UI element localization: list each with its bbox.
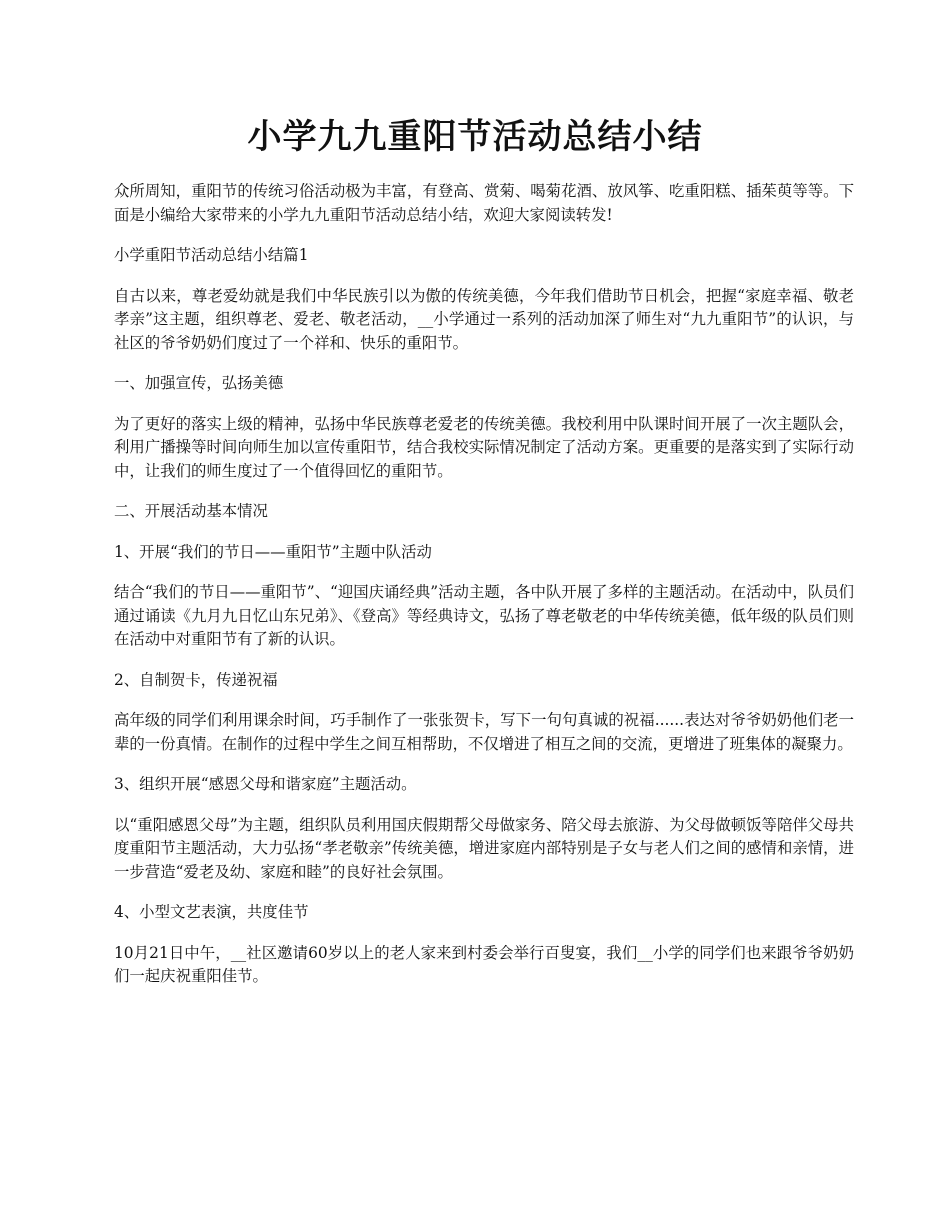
section-heading: 小学重阳节活动总结小结篇1 — [114, 246, 309, 264]
body-paragraph: 10月21日中午，__社区邀请60岁以上的老人家来到村委会举行百叟宴，我们__小学的同学们也来跟爷爷奶奶们一起庆祝重阳佳节。 — [114, 943, 854, 985]
body-paragraph: 高年级的同学们利用课余时间，巧手制作了一张张贺卡，写下一句句真诚的祝福......表达对爷爷奶奶他们老一辈的一份真情。在制作的过程中学生之间互相帮助，不仅增进了相互之间的交流，更增进了班集体的凝聚力。 — [114, 711, 854, 753]
body-paragraph: 结合“我们的节日——重阳节”、“迎国庆诵经典”活动主题，各中队开展了多样的主题活动。在活动中，队员们通过诵读《九月九日忆山东兄弟》、《登高》等经典诗文，弘扬了尊老敬老的中华传统美德，低年级的队员们则在活动中对重阳节有了新的认识。 — [114, 583, 854, 648]
document-title: 小学九九重阳节活动总结小结 — [247, 117, 703, 157]
section-heading: 一、加强宣传，弘扬美德 — [114, 374, 284, 392]
subsection-heading: 4、小型文艺表演，共度佳节 — [114, 903, 309, 921]
subsection-heading: 2、自制贺卡，传递祝福 — [114, 670, 278, 689]
subsection-heading: 1、开展“我们的节日——重阳节”主题中队活动 — [114, 542, 432, 561]
subsection-heading: 3、组织开展“感恩父母和谐家庭”主题活动。 — [114, 775, 417, 793]
section-heading: 二、开展活动基本情况 — [114, 502, 268, 520]
body-paragraph: 为了更好的落实上级的精神，弘扬中华民族尊老爱老的传统美德。我校利用中队课时间开展了一次主题队会，利用广播操等时间向师生加以宣传重阳节，结合我校实际情况制定了活动方案。更重要的是落实到了实际行动中，让我们的师生度过了一个值得回忆的重阳节。 — [114, 414, 854, 480]
intro-paragraph: 众所周知，重阳节的传统习俗活动极为丰富，有登高、赏菊、喝菊花酒、放风筝、吃重阳糕、插茱萸等等。下面是小编给大家带来的小学九九重阳节活动总结小结，欢迎大家阅读转发! — [114, 182, 854, 224]
body-paragraph: 自古以来，尊老爱幼就是我们中华民族引以为傲的传统美德，今年我们借助节日机会，把握“家庭幸福、敬老孝亲”这主题，组织尊老、爱老、敬老活动，__小学通过一系列的活动加深了师生对“九九重阳节”的认识，与社区的爷爷奶奶们度过了一个祥和、快乐的重阳节。 — [114, 286, 854, 352]
document-body — [114, 180, 854, 1006]
body-paragraph: 以“重阳感恩父母”为主题，组织队员利用国庆假期帮父母做家务、陪父母去旅游、为父母做顿饭等陪伴父母共度重阳节主题活动，大力弘扬“孝老敬亲”传统美德，增进家庭内部特别是子女与老人们之间的感情和亲情，进一步营造“爱老及幼、家庭和睦”的良好社会氛围。 — [114, 815, 854, 881]
